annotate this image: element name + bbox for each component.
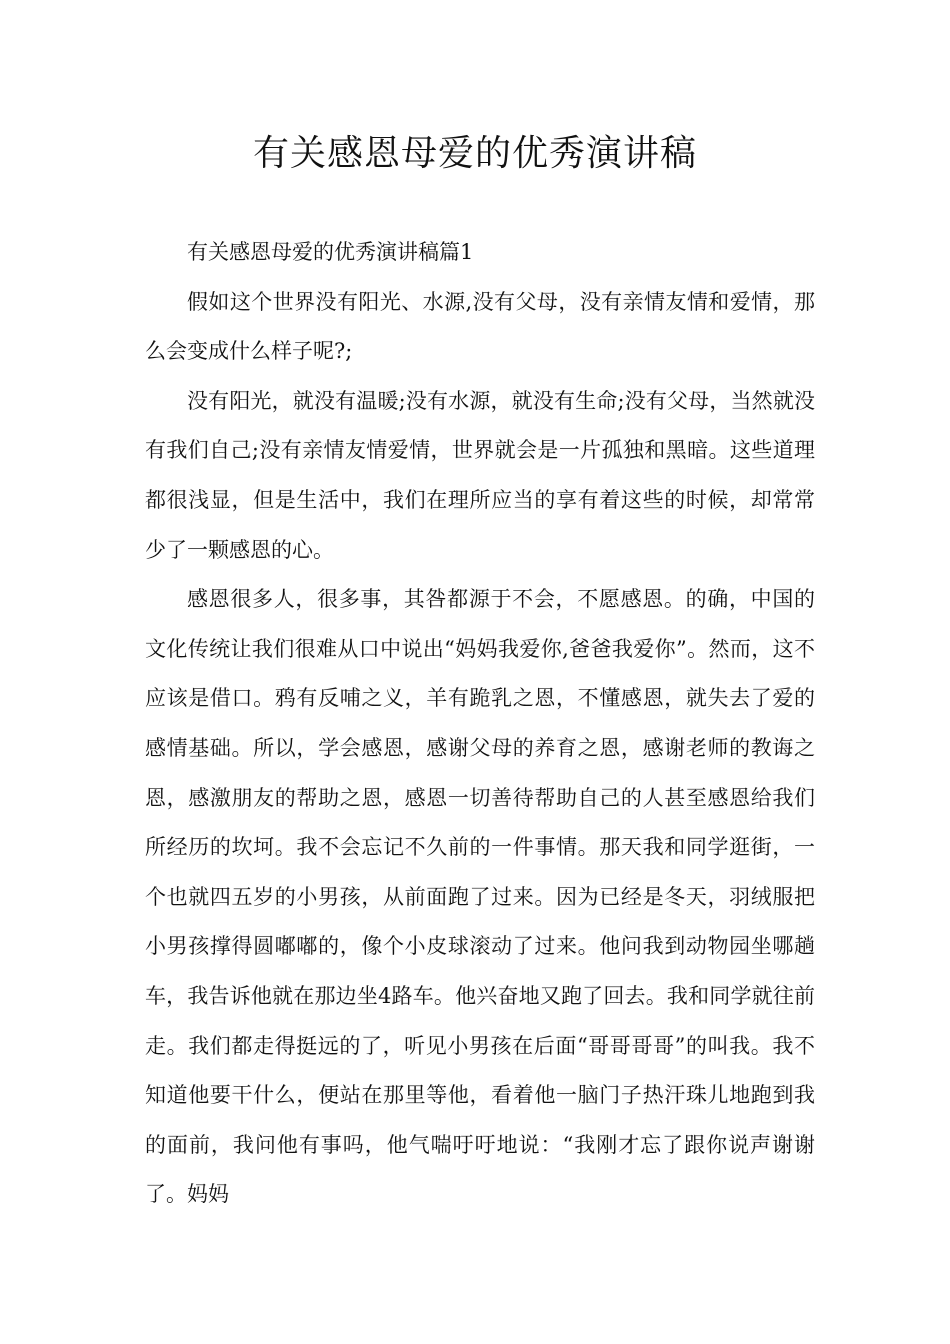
- body-paragraph: 假如这个世界没有阳光、水源,没有父母，没有亲情友情和爱情，那么会变成什么样子呢?;: [145, 289, 815, 364]
- body-paragraph: 感恩很多人，很多事，其咎都源于不会，不愿感恩。的确，中国的文化传统让我们很难从口中说出“妈妈我爱你,爸爸我爱你”。然而，这不应该是借口。鸦有反哺之义，羊有跪乳之恩，不懂感恩，就失去了爱的感情基础。所以，学会感恩，感谢父母的养育之恩，感谢老师的教诲之恩，感激朋友的帮助之恩，感恩一切善待帮助自己的人甚至感恩给我们所经历的坎坷。我不会忘记不久前的一件事情。那天我和同学逛街，一个也就四五岁的小男孩，从前面跑了过来。因为已经是冬天，羽绒服把小男孩撑得圆嘟嘟的，像个小皮球滚动了过来。他问我到动物园坐哪趟车，我告诉他就在那边坐4路车。他兴奋地又跑了回去。我和同学就往前走。我们都走得挺远的了，听见小男孩在后面“哥哥哥哥”的叫我。我不知道他要干什么，便站在那里等他，看着他一脑门子热汗珠儿地跑到我的面前，我问他有事吗，他气喘吁吁地说：“我刚才忘了跟你说声谢谢了。妈妈: [145, 587, 815, 1207]
- section-heading: 有关感恩母爱的优秀演讲稿篇1: [187, 240, 474, 264]
- document-title: 有关感恩母爱的优秀演讲稿: [252, 133, 697, 174]
- document-body: [145, 228, 815, 1220]
- body-paragraph: 没有阳光，就没有温暖;没有水源，就没有生命;没有父母，当然就没有我们自己;没有亲情友情爱情，世界就会是一片孤独和黑暗。这些道理都很浅显，但是生活中，我们在理所应当的享有着这些的时候，却常常少了一颗感恩的心。: [145, 388, 815, 562]
